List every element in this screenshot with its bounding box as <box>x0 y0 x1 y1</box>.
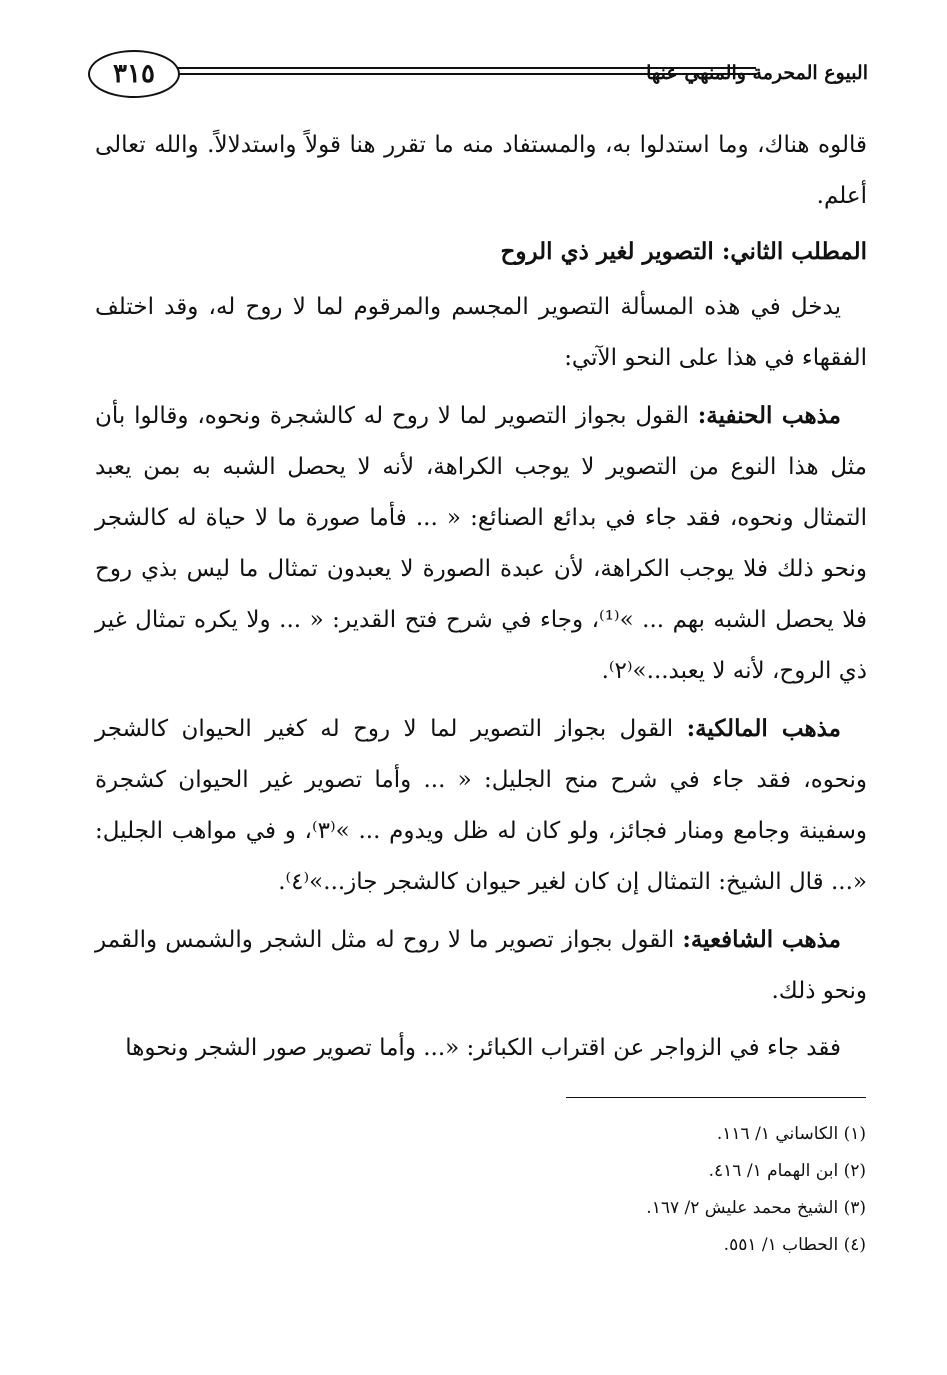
paragraph-maliki <box>95 703 867 908</box>
footnote: (٤) الحطاب ١/ ٥٥١. <box>723 1235 866 1255</box>
paragraph-text: القول بجواز تصوير ما لا روح له مثل الشجر والشمس والقمر ونحو ذلك. <box>95 927 867 1004</box>
footnotes <box>300 1116 866 1264</box>
page-header <box>78 44 868 114</box>
footnote: (٢) ابن الهمام ١/ ٤١٦. <box>708 1161 866 1181</box>
footnote: (٣) الشيخ محمد عليش ٢/ ١٦٧. <box>646 1198 866 1218</box>
paragraph-hanafi <box>95 390 867 697</box>
footnote: (١) الكاساني ١/ ١١٦. <box>716 1124 866 1144</box>
paragraph: قالوه هناك، وما استدلوا به، والمستفاد منه ما تقرر هنا قولاً واستدلالاً. والله تعالى أعلم. <box>95 132 867 209</box>
paragraph-lead: مذهب الحنفية: <box>697 402 841 429</box>
section-heading: المطلب الثاني: التصوير لغير ذي الروح <box>500 238 867 265</box>
paragraph: فقد جاء في الزواجر عن اقتراب الكبائر: «... وأما تصوير صور الشجر ونحوها <box>125 1035 841 1061</box>
main-text <box>95 120 867 1080</box>
running-title: البيوع المحرمة والمنهي عنها <box>646 62 868 84</box>
paragraph-lead: مذهب الشافعية: <box>682 926 841 953</box>
paragraph-text: القول بجواز التصوير لما لا روح له كالشجرة ونحوه، وقالوا بأن مثل هذا النوع من التصوير لا يوجب الكراهة، لأنه لا يحصل الشبه به بمن يعبد التمثال ونحوه، فقد جاء في بدائع الصنائع: « ... فأما صورة ما لا حياة له كالشجر ونحو ذلك فلا يوجب الكراهة، لأن عبدة الصورة لا يعبدون تمثال ما ليس بذي روح فلا يحصل الشبه بهم ... »⁽¹⁾، وجاء في شرح فتح القدير: « ... ولا يكره تمثال غير ذي الروح، لأنه لا يعبد...»⁽٢⁾. <box>95 403 867 684</box>
paragraph-text: القول بجواز التصوير لما لا روح له كغير الحيوان كالشجر ونحوه، فقد جاء في شرح منح الجليل: « ... وأما تصوير غير الحيوان كشجرة وسفينة وجامع ومنار فجائز، ولو كان له ظل ويدوم ... »⁽٣⁾، و في مواهب الجليل: «... قال الشيخ: التمثال إن كان لغير حيوان كالشجر جاز...»⁽٤⁾. <box>95 716 867 895</box>
paragraph-lead: مذهب المالكية: <box>686 715 841 742</box>
paragraph: يدخل في هذه المسألة التصوير المجسم والمرقوم لما لا روح له، وقد اختلف الفقهاء في هذا على النحو الآتي: <box>95 294 867 371</box>
page-number: ٣١٥ <box>88 50 180 98</box>
footnote-separator <box>566 1097 866 1098</box>
paragraph-shafii <box>95 914 867 1017</box>
